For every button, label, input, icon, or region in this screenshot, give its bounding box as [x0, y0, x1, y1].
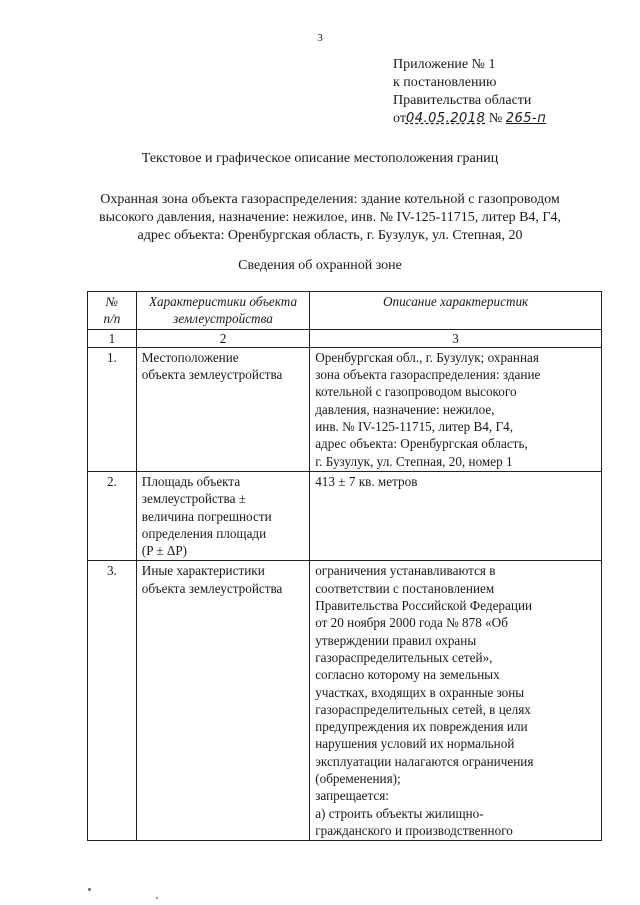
description-line: давления, назначение: нежилое,	[315, 401, 495, 417]
header-characteristics: Характеристики объекта землеустройства	[136, 292, 309, 330]
description-line: участках, входящих в охранные зоны	[315, 684, 525, 700]
description-line: запрещается:	[315, 788, 389, 804]
zone-heading: Сведения об охранной зоне	[238, 258, 402, 273]
zone-info-table	[87, 291, 602, 841]
document-title: Текстовое и графическое описание местоположения границ	[141, 151, 499, 166]
row-number: 3.	[88, 561, 137, 841]
table-row	[88, 347, 602, 471]
characteristic-line: землеустройства ±	[141, 491, 246, 507]
characteristic-line: объекта землеустройства	[141, 580, 283, 596]
table-row	[88, 561, 602, 841]
description-line: эксплуатации налагаются ограничения	[315, 753, 534, 769]
row-characteristic	[136, 347, 309, 471]
characteristic-line: объекта землеустройства	[141, 367, 283, 383]
description-line: 413 ± 7 кв. метров	[315, 473, 418, 489]
table-header-row	[88, 292, 602, 330]
row-description	[310, 561, 602, 841]
description-line: зона объекта газораспределения: здание	[315, 367, 541, 383]
scan-speck	[156, 897, 158, 899]
description-line: инв. № IV-125-11715, литер В4, Г4,	[315, 419, 514, 435]
table-row	[88, 471, 602, 560]
column-number-row	[88, 329, 602, 347]
description-line: котельной с газопроводом высокого	[315, 384, 517, 400]
header-num-line-1: №	[105, 294, 119, 309]
characteristic-line: Площадь объекта	[141, 473, 241, 489]
description-line: Правительства Российской Федерации	[315, 598, 533, 614]
description-line: согласно которому на земельных	[315, 667, 500, 683]
subject-line-3: адрес объекта: Оренбургская область, г. Бузулук, ул. Степная, 20	[137, 228, 523, 243]
row-characteristic	[136, 471, 309, 560]
characteristic-line: величина погрешности	[141, 508, 272, 524]
column-number: 1	[88, 329, 137, 347]
description-line: г. Бузулук, ул. Степная, 20, номер 1	[315, 453, 513, 469]
characteristic-line: Местоположение	[141, 349, 239, 365]
scan-speck	[88, 888, 91, 891]
header-description: Описание характеристик	[310, 292, 602, 330]
description-line: газораспределительных сетей, в целях	[315, 701, 531, 717]
handwritten-number: 265-п	[505, 111, 547, 126]
subject-line-1: Охранная зона объекта газораспределения: здание котельной с газопроводом	[100, 192, 560, 207]
characteristic-line: Иные характеристики	[141, 563, 265, 579]
description-line: газораспределительных сетей»,	[315, 649, 493, 665]
header-num-line-2: п/п	[103, 311, 121, 327]
page-number: 3	[317, 32, 323, 44]
description-line: адрес объекта: Оренбургская область,	[315, 436, 528, 452]
header-num	[88, 292, 137, 330]
row-description	[310, 471, 602, 560]
description-line: а) строить объекты жилищно-	[315, 805, 484, 821]
description-line: гражданского и производственного	[315, 822, 513, 838]
description-line: утверждении правил охраны	[315, 632, 477, 648]
description-line: от 20 ноября 2000 года № 878 «Об	[315, 615, 508, 631]
characteristic-line: определения площади	[141, 525, 267, 541]
row-number: 1.	[88, 347, 137, 471]
description-line: соответствии с постановлением	[315, 580, 495, 596]
row-description	[310, 347, 602, 471]
row-characteristic	[136, 561, 309, 841]
appendix-block	[393, 56, 546, 128]
row-number: 2.	[88, 471, 137, 560]
description-line: нарушения условий их нормальной	[315, 736, 515, 752]
column-number: 3	[310, 329, 602, 347]
characteristic-line: (P ± ΔP)	[141, 543, 188, 559]
appendix-line-3: Правительства области	[393, 93, 532, 108]
handwritten-date: 04.05.2018	[405, 111, 486, 126]
date-prefix: от	[393, 111, 406, 126]
subject-line-2: высокого давления, назначение: нежилое, инв. № IV-125-11715, литер В4, Г4,	[98, 210, 562, 225]
column-number: 2	[136, 329, 309, 347]
appendix-date-line	[393, 110, 546, 128]
description-line: ограничения устанавливаются в	[315, 563, 496, 579]
appendix-line-1: Приложение № 1	[393, 57, 496, 72]
subject-description	[80, 191, 580, 245]
number-label: №	[488, 111, 503, 126]
description-line: Оренбургская обл., г. Бузулук; охранная	[315, 349, 539, 365]
description-line: (обременения);	[315, 771, 401, 787]
description-line: предупреждения их повреждения или	[315, 719, 528, 735]
appendix-line-2: к постановлению	[393, 75, 497, 90]
